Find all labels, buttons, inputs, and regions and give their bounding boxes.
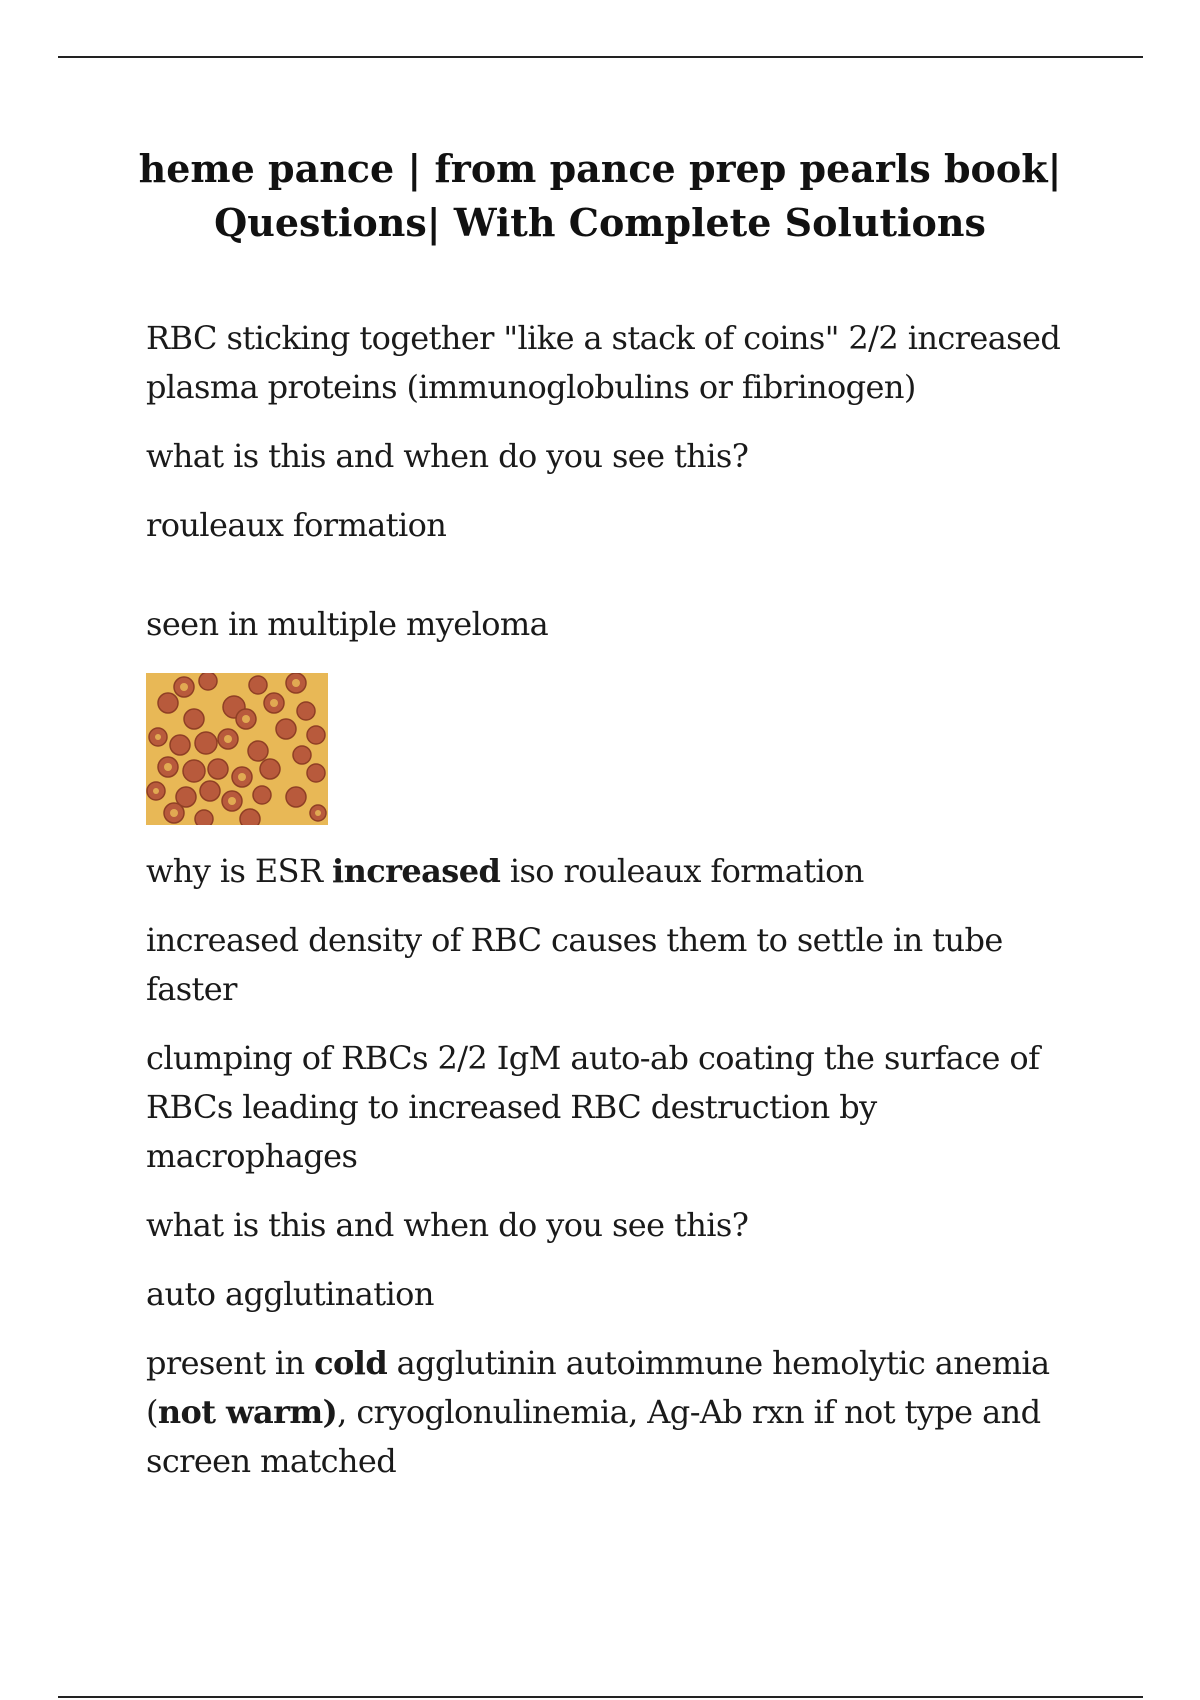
cold-text-e: , cryoglonulinemia, Ag-Ab rxn if not type and screen matched bbox=[146, 1393, 1041, 1480]
red-blood-cell bbox=[183, 760, 205, 782]
red-blood-cell bbox=[307, 726, 325, 744]
red-blood-cell bbox=[248, 741, 268, 761]
not-warm-bold: not warm) bbox=[157, 1393, 338, 1431]
red-blood-cell bbox=[240, 809, 260, 825]
red-blood-cell bbox=[184, 709, 204, 729]
esr-text-a: why is ESR bbox=[146, 852, 333, 890]
cell-central-pallor bbox=[242, 715, 250, 723]
paragraph-answer-rouleaux: rouleaux formation bbox=[146, 506, 447, 544]
esr-text-c: iso rouleaux formation bbox=[500, 852, 864, 890]
red-blood-cell bbox=[208, 759, 228, 779]
title-line-2: Questions| With Complete Solutions bbox=[214, 200, 986, 245]
cold-text-bold: cold bbox=[314, 1344, 388, 1382]
red-blood-cell bbox=[276, 719, 296, 739]
paragraph-question-clumping: clumping of RBCs 2/2 IgM auto-ab coating the surface of RBCs leading to increased RBC destruction by macrophages bbox=[146, 1039, 1040, 1175]
title-line-1: heme pance | from pance prep pearls book| bbox=[138, 146, 1062, 191]
paragraph-question-rouleaux: RBC sticking together "like a stack of coins" 2/2 increased plasma proteins (immunoglobulins or fibrinogen) bbox=[146, 319, 1061, 406]
red-blood-cell bbox=[293, 746, 311, 764]
cell-central-pallor bbox=[164, 763, 172, 771]
red-blood-cell bbox=[195, 732, 217, 754]
cell-central-pallor bbox=[228, 797, 236, 805]
red-blood-cell bbox=[253, 786, 271, 804]
document-body bbox=[146, 314, 1086, 1486]
cell-central-pallor bbox=[238, 773, 246, 781]
bottom-rule bbox=[58, 1696, 1143, 1698]
paragraph-prompt-2: what is this and when do you see this? bbox=[146, 1206, 749, 1244]
cell-central-pallor bbox=[180, 683, 188, 691]
document-title bbox=[120, 142, 1080, 250]
red-blood-cell bbox=[200, 781, 220, 801]
top-rule bbox=[58, 56, 1143, 58]
paragraph-cold-agglutinin bbox=[146, 1339, 1086, 1486]
red-blood-cell bbox=[249, 676, 267, 694]
red-blood-cell bbox=[158, 693, 178, 713]
cold-text-c: agglutinin autoimmune hemolytic anemia ( bbox=[146, 1344, 1050, 1431]
paragraph-multiple-myeloma: seen in multiple myeloma bbox=[146, 605, 549, 643]
red-blood-cell bbox=[170, 735, 190, 755]
red-blood-cell bbox=[286, 787, 306, 807]
red-blood-cell bbox=[307, 764, 325, 782]
cell-central-pallor bbox=[315, 810, 321, 816]
cold-text-a: present in bbox=[146, 1344, 315, 1382]
esr-text-bold: increased bbox=[332, 852, 501, 890]
blood-smear-image bbox=[146, 673, 328, 825]
cell-central-pallor bbox=[155, 734, 161, 740]
cell-central-pallor bbox=[270, 699, 278, 707]
paragraph-prompt-1: what is this and when do you see this? bbox=[146, 437, 749, 475]
cell-central-pallor bbox=[170, 809, 178, 817]
cell-central-pallor bbox=[292, 679, 300, 687]
red-blood-cell bbox=[297, 702, 315, 720]
red-blood-cell bbox=[195, 810, 213, 825]
paragraph-esr-answer: increased density of RBC causes them to settle in tube faster bbox=[146, 921, 1003, 1008]
paragraph-answer-agglutination: auto agglutination bbox=[146, 1275, 434, 1313]
cell-central-pallor bbox=[153, 788, 159, 794]
red-blood-cell bbox=[199, 673, 217, 690]
paragraph-esr-question bbox=[146, 847, 1086, 896]
cell-central-pallor bbox=[224, 735, 232, 743]
red-blood-cell bbox=[260, 759, 280, 779]
